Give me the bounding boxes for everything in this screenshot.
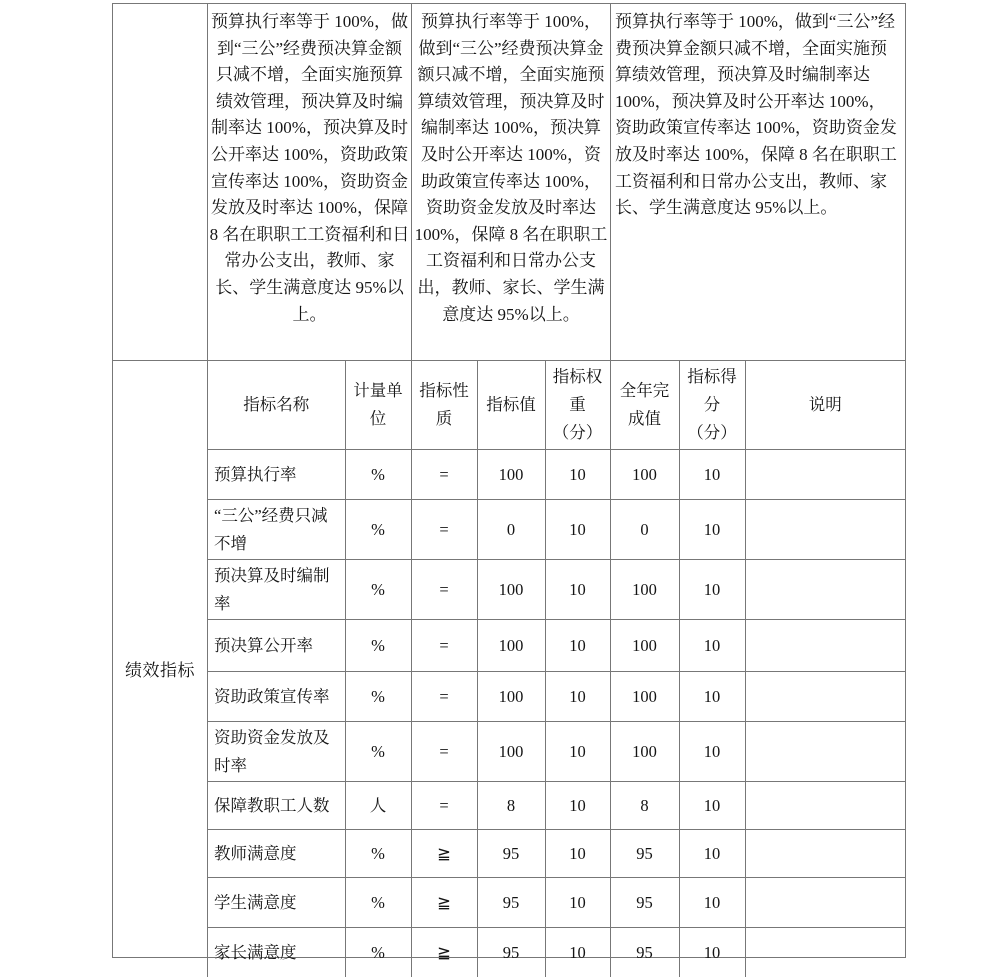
indicator-row (208, 830, 905, 878)
cell-annual: 100 (610, 620, 679, 672)
cell-annual: 95 (610, 928, 679, 977)
header-indicator-name: 指标名称 (208, 361, 345, 450)
cell-note (745, 928, 905, 977)
indicator-row (208, 500, 905, 560)
cell-nature: = (411, 620, 477, 672)
cell-note (745, 830, 905, 878)
cell-name: “三公”经费只减不增 (208, 500, 345, 560)
cell-weight: 10 (545, 782, 610, 830)
cell-score: 10 (679, 722, 745, 782)
header-weight-unit: （分） (552, 423, 603, 442)
cell-annual: 100 (610, 672, 679, 722)
annual-goal-text-3: 预算执行率等于 100%，做到“三公”经费预决算金额只减不增，全面实施预算绩效管理，预决算及时编制率达 100%，预决算及时公开率达 100%，资助政策宣传率达 100%，资助资金发放及时率达 100%，保障 8 名在职职工工资福利和日常办公支出，教师、家长、学生满意度达 95%以上。 (615, 12, 897, 218)
cell-name: 保障教职工人数 (208, 782, 345, 830)
cell-target: 100 (477, 722, 545, 782)
cell-nature: = (411, 450, 477, 500)
cell-unit: % (345, 560, 411, 620)
cell-name: 预决算及时编制率 (208, 560, 345, 620)
annual-goal-row (113, 4, 905, 361)
cell-target: 95 (477, 878, 545, 928)
cell-nature: = (411, 672, 477, 722)
indicator-table (208, 361, 905, 977)
cell-target: 0 (477, 500, 545, 560)
header-weight-label: 指标权重 (552, 367, 603, 414)
cell-target: 100 (477, 620, 545, 672)
indicator-table-header (208, 361, 905, 450)
cell-weight: 10 (545, 722, 610, 782)
indicator-row (208, 450, 905, 500)
cell-annual: 0 (610, 500, 679, 560)
header-score (679, 361, 745, 450)
performance-report-table (112, 3, 906, 962)
cell-name: 学生满意度 (208, 878, 345, 928)
cell-unit: % (345, 928, 411, 977)
indicator-row (208, 928, 905, 977)
cell-nature: = (411, 560, 477, 620)
cell-nature: = (411, 782, 477, 830)
cell-nature: = (411, 722, 477, 782)
cell-score: 10 (679, 672, 745, 722)
annual-goal-text-1: 预算执行率等于 100%，做到“三公”经费预决算金额只减不增，全面实施预算绩效管理，预决算及时编制率达 100%，预决算及时公开率达 100%，资助政策宣传率达 100%，资助资金发放及时率达 100%，保障 8 名在职职工工资福利和日常办公支出，教师、家长、学生满意度达 95%以上。 (208, 4, 412, 360)
cell-name: 教师满意度 (208, 830, 345, 878)
cell-weight: 10 (545, 620, 610, 672)
cell-weight: 10 (545, 560, 610, 620)
cell-target: 95 (477, 830, 545, 878)
cell-name: 资助政策宣传率 (208, 672, 345, 722)
cell-score: 10 (679, 830, 745, 878)
indicator-row (208, 782, 905, 830)
cell-annual: 100 (610, 560, 679, 620)
cell-unit: % (345, 450, 411, 500)
cell-score: 10 (679, 928, 745, 977)
cell-note (745, 500, 905, 560)
cell-weight: 10 (545, 878, 610, 928)
cell-note (745, 672, 905, 722)
cell-score: 10 (679, 450, 745, 500)
cell-note (745, 878, 905, 928)
cell-annual: 100 (610, 722, 679, 782)
indicator-row (208, 560, 905, 620)
annual-goal-text-2: 预算执行率等于 100%，做到“三公”经费预决算金额只减不增，全面实施预算绩效管理，预决算及时编制率达 100%，预决算及时公开率达 100%，资助政策宣传率达 100%，资助资金发放及时率达 100%，保障 8 名在职职工工资福利和日常办公支出，教师、家长、学生满意度达 95%以上。 (412, 4, 611, 360)
cell-unit: % (345, 878, 411, 928)
cell-unit: % (345, 672, 411, 722)
cell-target: 100 (477, 672, 545, 722)
cell-annual: 95 (610, 830, 679, 878)
header-weight (545, 361, 610, 450)
indicator-row (208, 878, 905, 928)
header-nature: 指标性质 (411, 361, 477, 450)
cell-annual: 100 (610, 450, 679, 500)
header-score-unit: （分） (687, 423, 737, 442)
cell-target: 95 (477, 928, 545, 977)
indicator-row (208, 672, 905, 722)
cell-nature: = (411, 500, 477, 560)
cell-note (745, 782, 905, 830)
cell-unit: % (345, 500, 411, 560)
cell-name: 资助资金发放及时率 (208, 722, 345, 782)
cell-target: 100 (477, 560, 545, 620)
cell-nature: ≧ (411, 878, 477, 928)
cell-weight: 10 (545, 928, 610, 977)
cell-name: 预算执行率 (208, 450, 345, 500)
cell-name: 家长满意度 (208, 928, 345, 977)
cell-annual: 8 (610, 782, 679, 830)
cell-target: 100 (477, 450, 545, 500)
header-unit: 计量单位 (345, 361, 411, 450)
cell-nature: ≧ (411, 830, 477, 878)
cell-annual: 95 (610, 878, 679, 928)
annual-goal-cell-empty (113, 4, 208, 360)
cell-weight: 10 (545, 672, 610, 722)
cell-note (745, 620, 905, 672)
cell-score: 10 (679, 782, 745, 830)
header-annual-value: 全年完成值 (610, 361, 679, 450)
indicator-row (208, 620, 905, 672)
cell-unit: % (345, 722, 411, 782)
cell-unit: % (345, 620, 411, 672)
cell-score: 10 (679, 878, 745, 928)
cell-weight: 10 (545, 500, 610, 560)
cell-weight: 10 (545, 830, 610, 878)
cell-note (745, 450, 905, 500)
indicator-row (208, 722, 905, 782)
header-target-value: 指标值 (477, 361, 545, 450)
header-note: 说明 (745, 361, 905, 450)
cell-score: 10 (679, 560, 745, 620)
cell-score: 10 (679, 620, 745, 672)
cell-target: 8 (477, 782, 545, 830)
header-score-label: 指标得分 (687, 367, 737, 414)
row-label-performance-indicators: 绩效指标 (113, 361, 208, 977)
cell-note (745, 722, 905, 782)
cell-unit: % (345, 830, 411, 878)
cell-note (745, 560, 905, 620)
cell-name: 预决算公开率 (208, 620, 345, 672)
cell-nature: ≧ (411, 928, 477, 977)
performance-indicator-section (113, 361, 905, 962)
cell-score: 10 (679, 500, 745, 560)
cell-unit: 人 (345, 782, 411, 830)
cell-weight: 10 (545, 450, 610, 500)
